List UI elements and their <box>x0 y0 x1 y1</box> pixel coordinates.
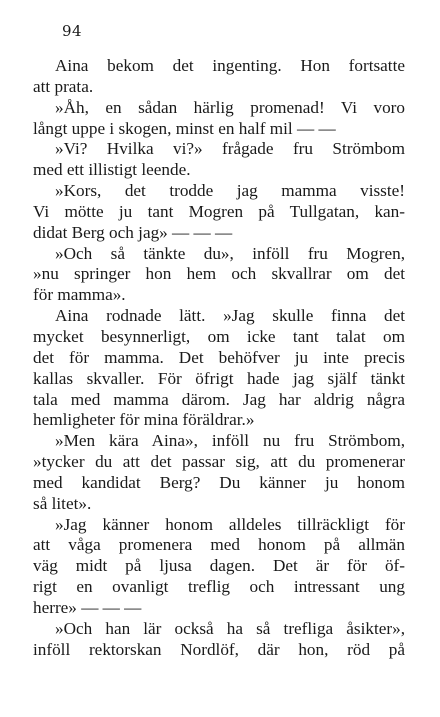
text-line: mycket besynnerligt, om icke tant talat om <box>33 326 405 346</box>
body-text <box>33 56 405 660</box>
text-line: med ett illistigt leende. <box>33 160 191 180</box>
text-line: Aina bekom det ingenting. Hon fortsatte <box>55 56 405 75</box>
text-line: så litet». <box>33 493 92 513</box>
text-line: att prata. <box>33 76 94 96</box>
text-line: »Men kära Aina», inföll nu fru Strömbom, <box>55 431 405 451</box>
text-line: för mamma». <box>33 285 126 305</box>
text-line: inföll rektorskan Nordlöf, där hon, röd på <box>33 639 405 659</box>
text-line: »tycker du att det passar sig, att du promenerar <box>33 452 405 472</box>
text-line: herre» — — — <box>33 597 142 617</box>
text-line: väg midt på ljusa dagen. Det är för öf- <box>33 556 405 576</box>
text-line: Vi mötte ju tant Mogren på Tullgatan, kan- <box>33 201 405 221</box>
page-number: 94 <box>62 22 83 40</box>
text-line: »Och så tänkte du», inföll fru Mogren, <box>55 243 405 263</box>
text-line: »Åh, en sådan härlig promenad! Vi voro <box>55 97 405 117</box>
text-line: »Vi? Hvilka vi?» frågade fru Strömbom <box>55 139 405 159</box>
text-line: tala med mamma därom. Jag har aldrig några <box>33 389 405 409</box>
text-line: »Och han lär också ha så trefliga åsikter», <box>55 618 405 638</box>
text-line: kallas skvaller. För öfrigt hade jag själf tänkt <box>33 368 405 388</box>
text-line: »Jag känner honom alldeles tillräckligt för <box>55 514 405 534</box>
text-line: med kandidat Berg? Du känner ju honom <box>33 472 405 492</box>
text-line: Aina rodnade lätt. »Jag skulle finna det <box>55 306 405 326</box>
text-line: långt uppe i skogen, minst en half mil — — <box>33 118 336 138</box>
text-line: rigt en ovanligt treflig och intressant ung <box>33 577 405 597</box>
text-line: didat Berg och jag» — — — <box>33 222 233 242</box>
text-line: hemligheter för mina föräldrar.» <box>33 410 255 430</box>
text-line: »nu springer hon hem och skvallrar om det <box>33 264 405 284</box>
text-line: att våga promenera med honom på allmän <box>33 535 405 555</box>
text-line: det för mamma. Det behöfver ju inte precis <box>33 347 405 367</box>
text-line: »Kors, det trodde jag mamma visste! <box>55 181 405 201</box>
